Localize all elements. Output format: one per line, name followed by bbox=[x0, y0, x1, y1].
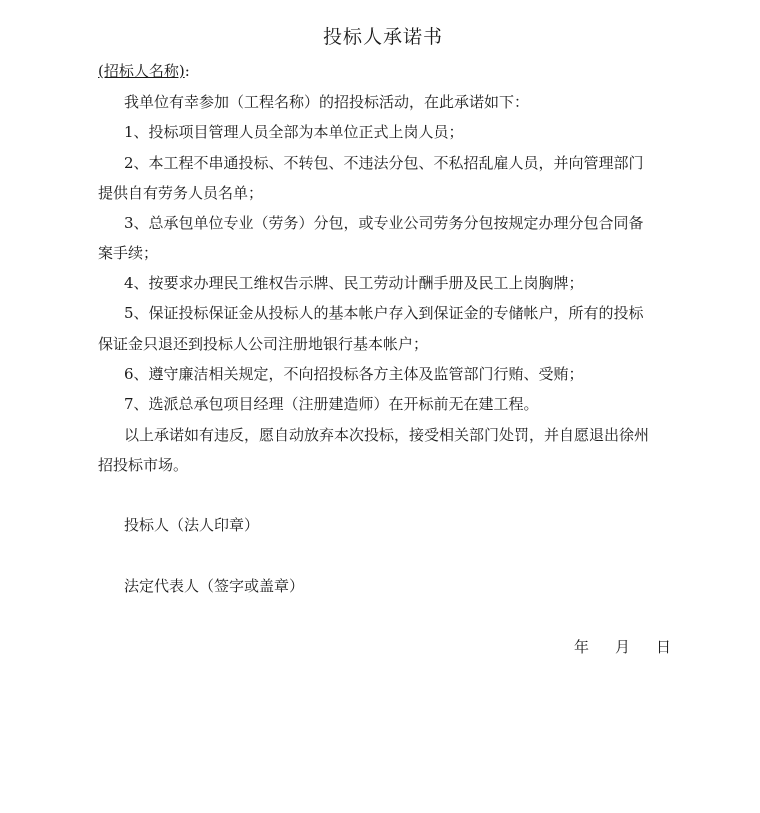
commitment-item-3-cont: 案手续； bbox=[98, 244, 159, 262]
commitment-item-5-cont: 保证金只退还到投标人公司注册地银行基本帐户； bbox=[98, 335, 429, 353]
commitment-item-1: 1、投标项目管理人员全部为本单位正式上岗人员； bbox=[124, 123, 464, 141]
closing-paragraph-cont: 招投标市场。 bbox=[98, 456, 189, 474]
bidder-signature-label: 投标人（法人印章） bbox=[124, 516, 260, 534]
addressee-placeholder: (招标人名称) bbox=[98, 62, 185, 80]
addressee-line bbox=[98, 61, 190, 81]
commitment-item-7: 7、选派总承包项目经理（注册建造师）在开标前无在建工程。 bbox=[124, 395, 539, 413]
commitment-item-2: 2、本工程不串通投标、不转包、不违法分包、不私招乱雇人员，并向管理部门 bbox=[124, 154, 644, 172]
commitment-item-6: 6、遵守廉洁相关规定，不向招投标各方主体及监管部门行贿、受贿； bbox=[124, 365, 584, 383]
date-line bbox=[574, 637, 671, 657]
date-month-label: 月 bbox=[615, 638, 631, 656]
closing-paragraph: 以上承诺如有违反，愿自动放弃本次投标，接受相关部门处罚，并自愿退出徐州 bbox=[124, 426, 650, 444]
date-day-label: 日 bbox=[656, 638, 672, 656]
commitment-item-4: 4、按要求办理民工维权告示牌、民工劳动计酬手册及民工上岗胸牌； bbox=[124, 274, 584, 292]
addressee-colon: : bbox=[184, 62, 190, 80]
date-year-label: 年 bbox=[574, 638, 590, 656]
commitment-item-2-cont: 提供自有劳务人员名单； bbox=[98, 184, 264, 202]
intro-paragraph: 我单位有幸参加（工程名称）的招投标活动，在此承诺如下： bbox=[124, 93, 530, 111]
commitment-item-5: 5、保证投标保证金从投标人的基本帐户存入到保证金的专储帐户，所有的投标 bbox=[124, 304, 644, 322]
document-title: 投标人承诺书 bbox=[322, 26, 443, 48]
commitment-item-3: 3、总承包单位专业（劳务）分包，或专业公司劳务分包按规定办理分包合同备 bbox=[124, 214, 644, 232]
legal-rep-signature-label: 法定代表人（签字或盖章） bbox=[124, 577, 305, 595]
